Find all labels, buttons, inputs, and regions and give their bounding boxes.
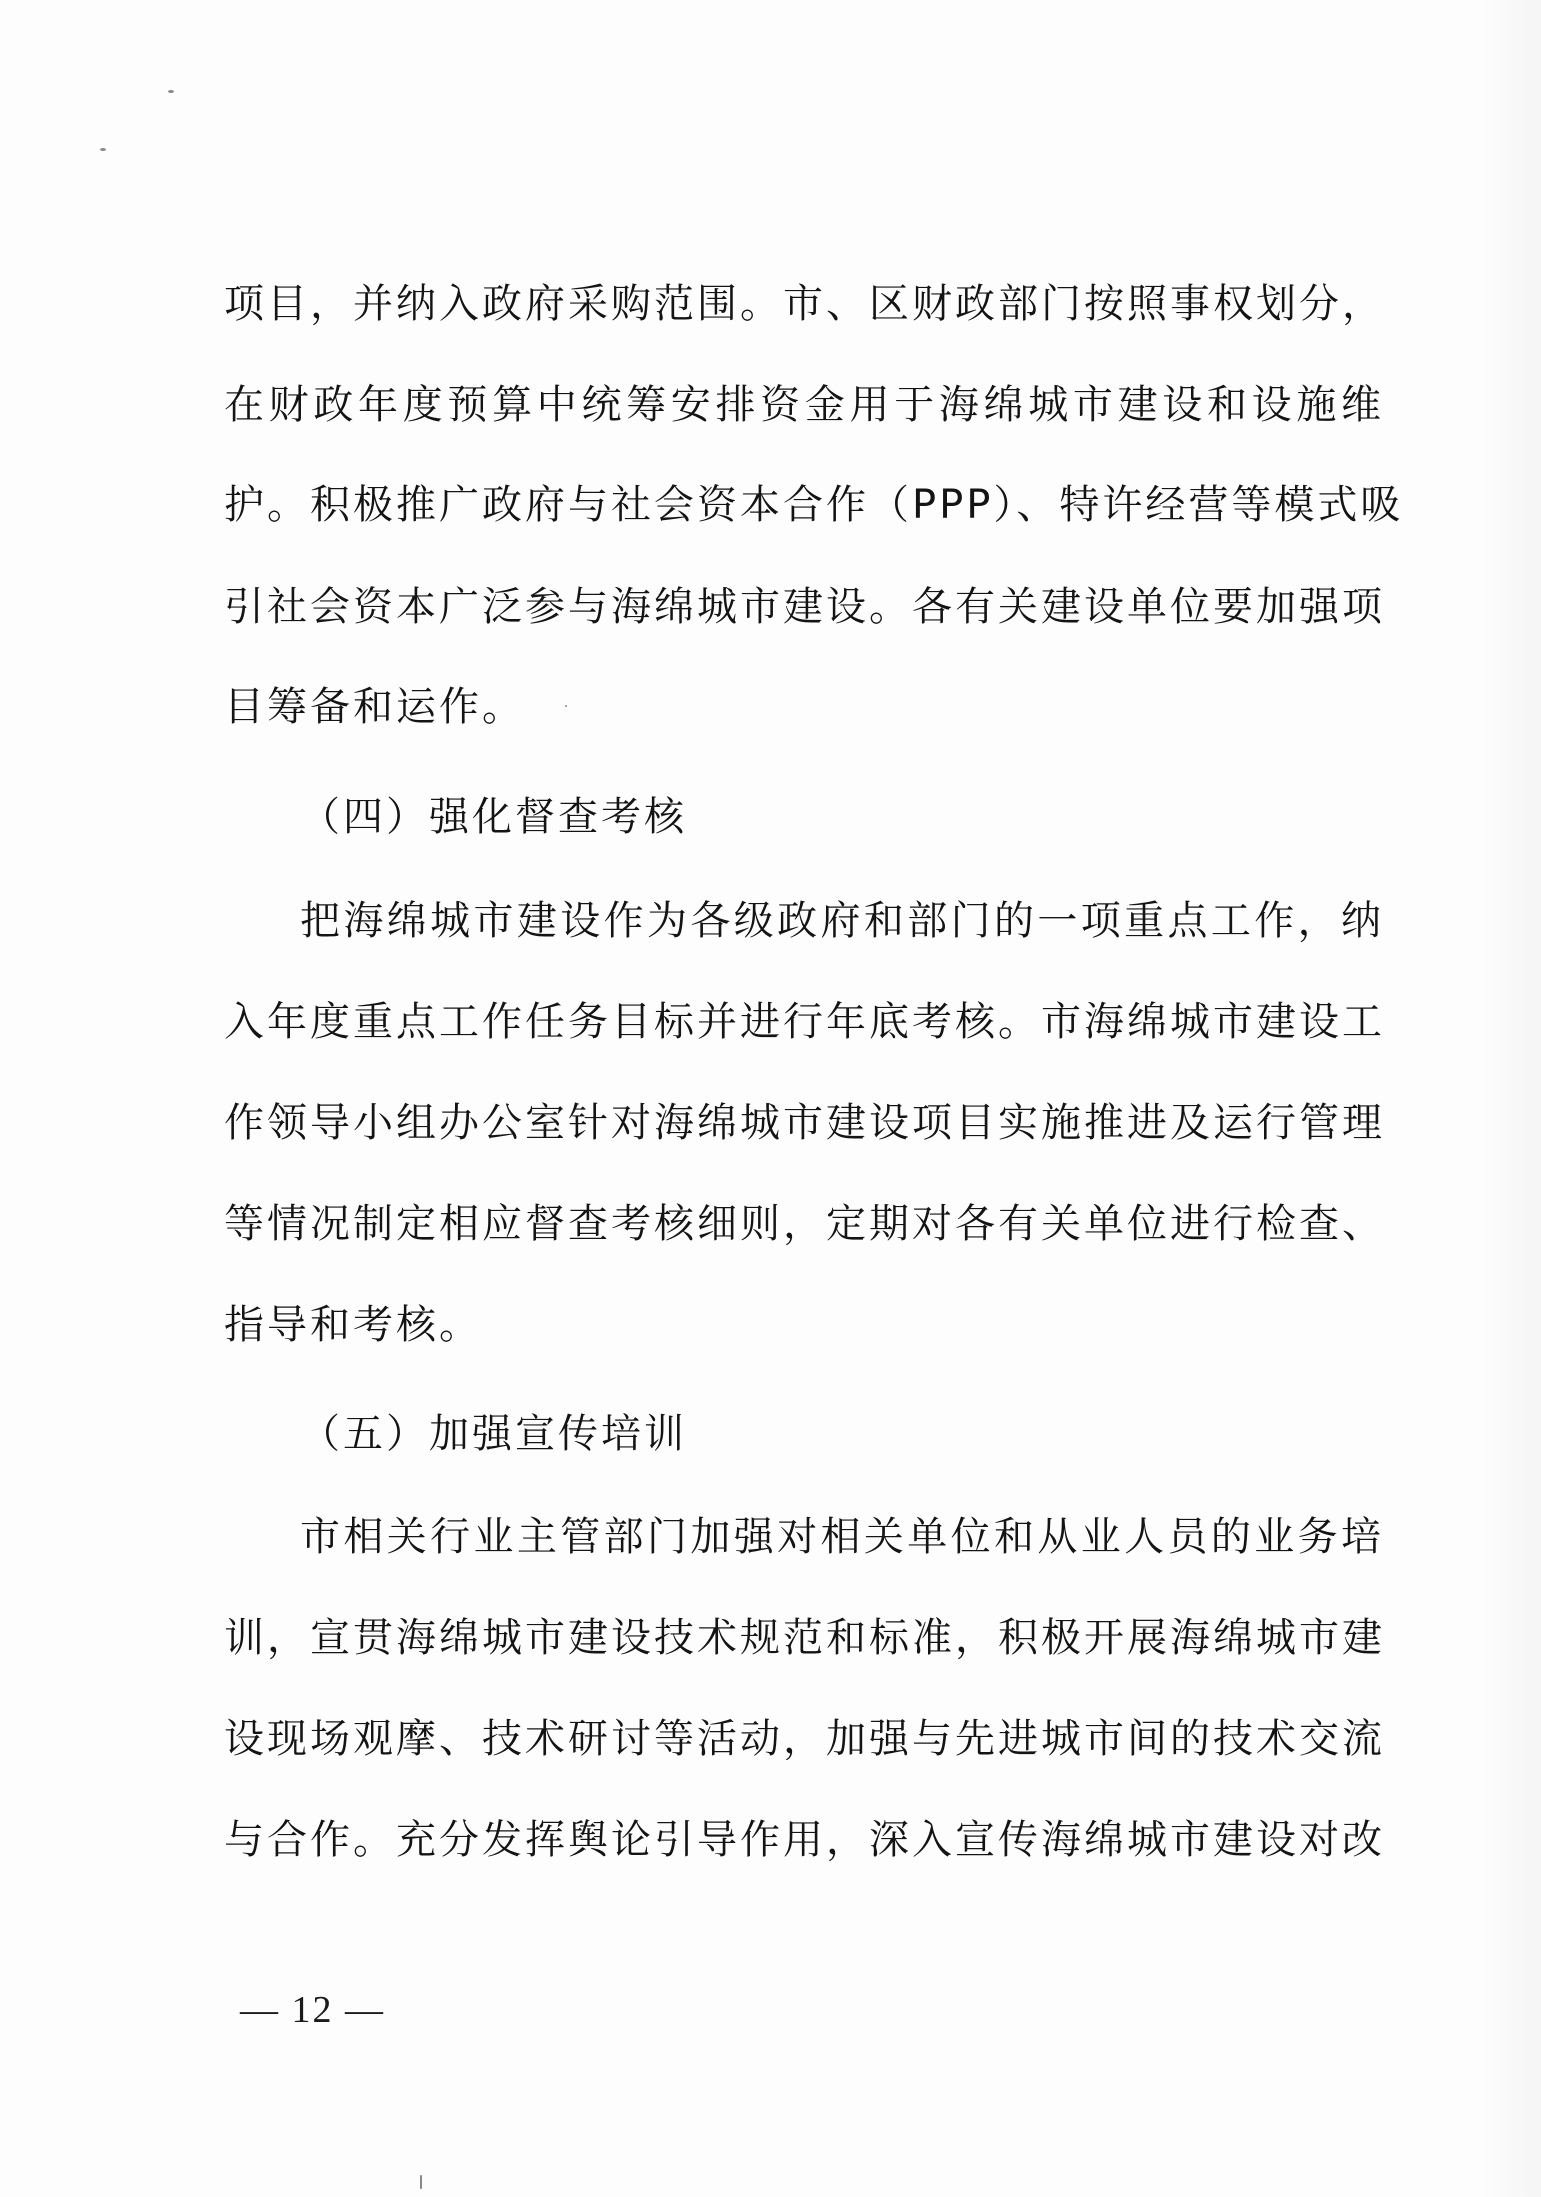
scan-edge-shadow (1481, 0, 1541, 2197)
body-text-line: 引社会资本广泛参与海绵城市建设。各有关建设单位要加强项 (224, 584, 1385, 630)
body-text-line: 设现场观摩、技术研讨等活动，加强与先进城市间的技术交流 (224, 1716, 1385, 1762)
body-text-line: 市相关行业主管部门加强对相关单位和从业人员的业务培 (300, 1514, 1384, 1560)
body-text-line: 护。积极推广政府与社会资本合作（PPP）、特许经营等模式吸 (224, 482, 1404, 528)
body-text-line: 指导和考核。 (224, 1302, 482, 1348)
body-text-line: 训，宣贯海绵城市建设技术规范和标准，积极开展海绵城市建 (224, 1615, 1385, 1661)
body-text-line: 作领导小组办公室针对海绵城市建设项目实施推进及运行管理 (224, 1100, 1385, 1146)
body-text-line: 与合作。充分发挥舆论引导作用，深入宣传海绵城市建设对改 (224, 1817, 1385, 1863)
page-number: — 12 — (240, 1989, 385, 2031)
scan-speck (100, 148, 106, 151)
body-text-line: 目筹备和运作。 (224, 684, 525, 730)
body-text-line: 把海绵城市建设作为各级政府和部门的一项重点工作，纳 (300, 898, 1384, 944)
body-text-line: 在财政年度预算中统筹安排资金用于海绵城市建设和设施维 (224, 382, 1384, 428)
section-heading: （五）加强宣传培训 (300, 1411, 687, 1457)
scan-speck (420, 2175, 422, 2189)
body-text-line: 等情况制定相应督查考核细则，定期对各有关单位进行检查、 (224, 1201, 1385, 1247)
section-heading: （四）强化督查考核 (300, 794, 687, 840)
scan-speck (168, 90, 174, 93)
body-text-line: 入年度重点工作任务目标并进行年底考核。市海绵城市建设工 (224, 999, 1385, 1045)
body-text-line: 项目，并纳入政府采购范围。市、区财政部门按照事权划分， (224, 281, 1385, 327)
